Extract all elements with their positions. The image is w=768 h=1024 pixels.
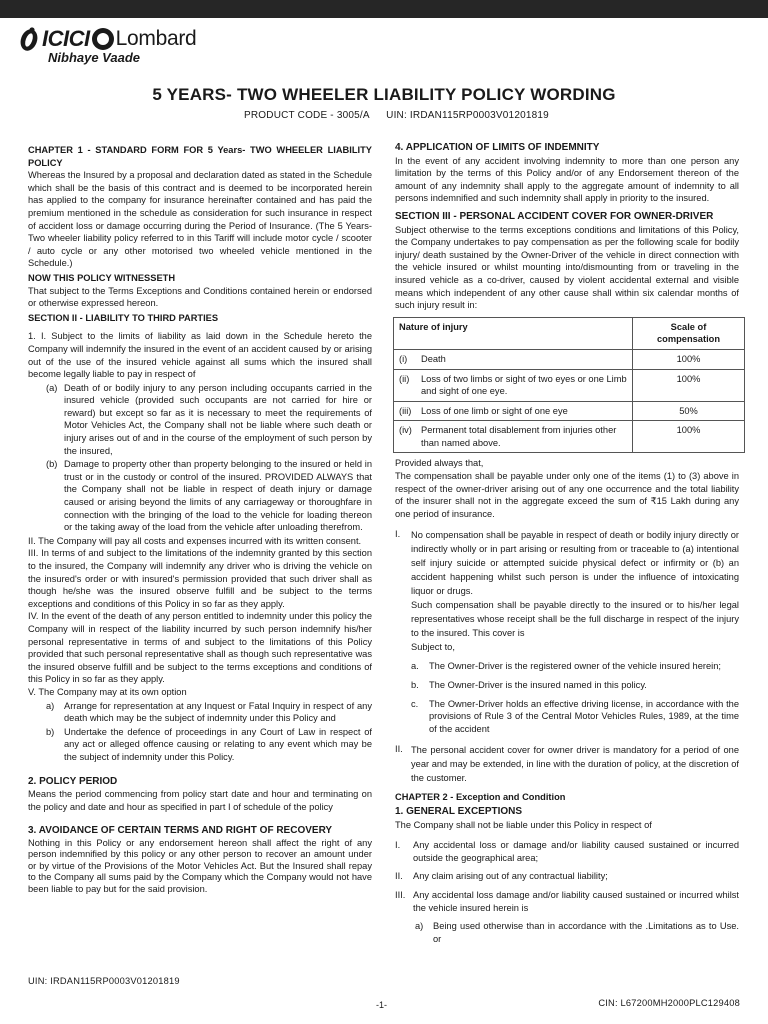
exception-iii bbox=[395, 889, 739, 914]
product-line bbox=[244, 110, 549, 121]
compensation-text: The compensation shall be payable under only one of the items (1) to (3) above in respect of the owner-driver arising out of any one occurrence and the total liability of the insurer shall not in the aggregate exceed the sum of ₹15 Lakh during any one period of insurance. bbox=[395, 471, 739, 519]
row-label: (iii) bbox=[399, 405, 412, 416]
exception-ii-label: II. bbox=[395, 871, 403, 882]
condition-a-label: a. bbox=[411, 661, 419, 672]
row-percent: 50% bbox=[633, 401, 745, 421]
condition-b-text: The Owner-Driver is the insured named in this policy. bbox=[429, 680, 647, 691]
general-exceptions-heading: 1. GENERAL EXCEPTIONS bbox=[395, 806, 523, 817]
brand-tagline: Nibhaye Vaade bbox=[48, 50, 141, 65]
clause-b-text: Damage to property other than property belonging to the insured or held in trust or in the custody or control of the insured. PROVIDED ALWAYS that the Company shall not be liable in respect of death injury or damage caused or arising beyond the limits of any carriageway or thoroughfare in connection with the bringing of the load to the vehicle for loading thereon or the taking away of the load from the vehicle after unloading therefrom. bbox=[64, 459, 372, 533]
table-row bbox=[394, 369, 745, 401]
product-uin: UIN: IRDAN115RP0003V01201819 bbox=[386, 110, 549, 121]
row-percent: 100% bbox=[633, 349, 745, 369]
exception-iii-a bbox=[395, 920, 739, 945]
chapter-1-heading: CHAPTER 1 - STANDARD FORM FOR 5 Years- TWO WHEELER LIABILITY POLICY bbox=[28, 145, 372, 168]
row-label: (iv) bbox=[399, 425, 412, 436]
exception-iii-a-label: a) bbox=[415, 921, 424, 932]
row-text: Loss of two limbs or sight of two eyes or one Limb and sight of one eye. bbox=[421, 373, 627, 397]
policy-period-heading: 2. POLICY PERIOD bbox=[28, 775, 118, 787]
clause-b-label: (b) bbox=[46, 459, 58, 470]
condition-a bbox=[395, 660, 739, 673]
clause-a bbox=[28, 382, 372, 458]
section-2-heading: SECTION II - LIABILITY TO THIRD PARTIES bbox=[28, 312, 219, 323]
clause-v-a-text: Arrange for representation at any Inquest or Fatal Inquiry in respect of any death which may be the subject of indemnity under this Policy and bbox=[64, 700, 372, 724]
right-column bbox=[395, 142, 739, 945]
lion-emblem-icon bbox=[92, 28, 114, 50]
table-row bbox=[394, 421, 745, 453]
witness-heading: NOW THIS POLICY WITNESSETH bbox=[28, 272, 176, 283]
policy-period-text: Means the period commencing from policy start date and hour and terminating on the policy and date and hour as specified in part I of schedule of the policy bbox=[28, 789, 372, 812]
clause-v-a-label: a) bbox=[46, 700, 55, 711]
exception-iii-label: III. bbox=[395, 889, 406, 900]
section-2-clause-ii: II. The Company will pay all costs and expenses incurred with its written consent. bbox=[28, 535, 362, 546]
provided-text: Provided always that, bbox=[395, 458, 484, 469]
clause-a-text: Death of or bodily injury to any person including occupants carried in the insured vehicle (provided such occupants are not carried for hire or reward) but except so far as it is necessary to meet the requirements of Motor Vehicles Act, the Company shall not be liable where such death or injury arises out of and in the course of the employment of such person by the insured, bbox=[64, 382, 372, 456]
section-3-heading: SECTION III - PERSONAL ACCIDENT COVER FOR OWNER-DRIVER bbox=[395, 210, 714, 222]
condition-b-label: b. bbox=[411, 680, 419, 691]
footer-cin: CIN: L67200MH2000PLC129408 bbox=[598, 998, 740, 1008]
proviso-i-text: No compensation shall be payable in respect of death or bodily injury directly or indirectly wholly or in part arising or resulting from or traceable to (a) intentional self injury suicide or attempted suicide physical defect or infirmity or (b) an accident happening whilst such person is under the influence of intoxicating liquor or drugs. bbox=[411, 530, 739, 597]
proviso-i-label: I. bbox=[395, 529, 401, 540]
icici-mark-icon bbox=[18, 25, 40, 53]
section-3-text: Subject otherwise to the terms exceptions conditions and limitations of this Policy, the Company undertakes to pay compensation as per the following scale for bodily injury/ death sustained by the Owner-Driver of the vehicle in direct connection with the vehicle insured or whilst mounting into/dismounting from or traveling in the insured vehicle as a co-driver, caused by violent accidental external and visible means which independent of any other cause shall within six calendar months of such injury result in: bbox=[395, 224, 739, 311]
avoidance-heading: 3. AVOIDANCE OF CERTAIN TERMS AND RIGHT OF RECOVERY bbox=[28, 825, 333, 837]
proviso-ii-text: The personal accident cover for owner driver is mandatory for a period of one year and may be extended, in line with the duration of policy, at the discretion of the customer. bbox=[411, 745, 739, 784]
row-percent: 100% bbox=[633, 369, 745, 401]
left-column bbox=[28, 142, 372, 895]
subject-to-text: Subject to, bbox=[411, 642, 455, 653]
clause-b bbox=[28, 458, 372, 534]
brand-word-icici: ICICI bbox=[42, 26, 90, 51]
chapter-2-heading: CHAPTER 2 - Exception and Condition bbox=[395, 792, 566, 803]
table-row bbox=[394, 401, 745, 421]
table-header-row bbox=[394, 317, 745, 349]
clause-a-label: (a) bbox=[46, 382, 58, 393]
page-number: -1- bbox=[376, 1000, 387, 1010]
table-header-scale: Scale of compensation bbox=[633, 317, 745, 349]
footer-uin: UIN: IRDAN115RP0003V01201819 bbox=[28, 976, 180, 986]
section-2-clause-iv: IV. In the event of the death of any person entitled to indemnity under this policy the Company will in respect of the liability incurred by such person indemnify his/her personal representative in terms of and subject to the limitations of this Policy provided that such personal representative shall as though such representative was the insured observe fulfill and be subject to the terms exceptions and conditions of this Policy in so far as they apply. bbox=[28, 611, 372, 685]
application-heading: 4. APPLICATION OF LIMITS OF INDEMNITY bbox=[395, 142, 600, 153]
table-row bbox=[394, 349, 745, 369]
clause-v-a bbox=[28, 700, 372, 725]
product-code: PRODUCT CODE - 3005/A bbox=[244, 110, 370, 121]
condition-c-label: c. bbox=[411, 698, 419, 709]
table-header-nature: Nature of injury bbox=[394, 317, 633, 349]
exception-ii-text: Any claim arising out of any contractual liability; bbox=[413, 871, 608, 882]
row-percent: 100% bbox=[633, 421, 745, 453]
exception-i-label: I. bbox=[395, 840, 401, 851]
condition-c bbox=[395, 698, 739, 736]
exception-i bbox=[395, 839, 739, 864]
section-2-clause-iii: III. In terms of and subject to the limitations of the indemnity granted by this section to the insured, the Company will indemnify any driver who is driving the vehicle on the insured's order or with insured's permission provided that such driver shall as though he/she was the insured observe fulfill and be subject to the terms exceptions and conditions of this Policy in so far as they apply. bbox=[28, 548, 372, 609]
clause-v-b bbox=[28, 726, 372, 764]
exception-i-text: Any accidental loss or damage and/or liability caused sustained or incurred outside the geographical area; bbox=[413, 840, 739, 863]
row-label: (ii) bbox=[399, 373, 410, 384]
chapter-1-text: Whereas the Insured by a proposal and declaration dated as stated in the Schedule which shall be the basis of this contract and is deemed to be incorporated herein has applied to the company for insurance hereinafter contained and has paid the premium mentioned in the schedule as consideration for such insurance in respect of accident loss or damage occurring during the Period of Insurance. (The 5 Years- Two wheeler liability policy referred to in this Tariff will include motor cycle / scooter / auto cycle or any other motorised two wheeled vehicle mentioned in the Schedule.) bbox=[28, 170, 372, 269]
row-label: (i) bbox=[399, 353, 408, 364]
section-2-clause-v: V. The Company may at its own option bbox=[28, 686, 187, 697]
general-exceptions-text: The Company shall not be liable under this Policy in respect of bbox=[395, 819, 652, 830]
compensation-table bbox=[393, 317, 745, 454]
brand-word-lombard: Lombard bbox=[115, 27, 197, 50]
top-bar bbox=[0, 0, 768, 18]
exception-iii-text: Any accidental loss damage and/or liability caused sustained or incurred whilst the vehicle insured herein is bbox=[413, 889, 739, 913]
row-text: Death bbox=[421, 353, 446, 364]
clause-v-b-label: b) bbox=[46, 726, 55, 737]
proviso-ii-label: II. bbox=[395, 744, 403, 755]
witness-text: That subject to the Terms Exceptions and Conditions contained herein or endorsed or otherwise expressed hereon. bbox=[28, 285, 372, 309]
proviso-i bbox=[395, 528, 739, 654]
condition-c-text: The Owner-Driver holds an effective driving license, in accordance with the provisions of Rule 3 of the Central Motor Vehicles Rules, 1989, at the time of the accident bbox=[429, 698, 739, 734]
condition-b bbox=[395, 679, 739, 692]
avoidance-text: Nothing in this Policy or any endorsement hereon shall affect the right of any person indemnified by this policy or any other person to recover an amount under or by virtue of the Provisions of the Motor Vehicles Act. But the Insured shall repay to the Company all sums paid by the Company which the Company would not have been liable to pay but for the said provision. bbox=[28, 837, 372, 894]
row-text: Loss of one limb or sight of one eye bbox=[421, 405, 568, 416]
brand-logo bbox=[18, 24, 228, 68]
clause-v-b-text: Undertake the defence of proceedings in any Court of Law in respect of any act or alleged offence causing or relating to any event which may be the subject of indemnity under this Policy. bbox=[64, 726, 372, 762]
proviso-i-text-2: Such compensation shall be payable directly to the insured or to his/her legal representatives whose receipt shall be the full discharge in respect of the injury to the insured. This cover is bbox=[411, 600, 739, 639]
document-title: 5 YEARS- TWO WHEELER LIABILITY POLICY WORDING bbox=[152, 85, 616, 104]
row-text: Permanent total disablement from injuries other than named above. bbox=[421, 425, 617, 448]
condition-a-text: The Owner-Driver is the registered owner of the vehicle insured herein; bbox=[429, 661, 721, 672]
exception-ii bbox=[395, 870, 739, 883]
section-2-clause-i: 1. I. Subject to the limits of liability as laid down in the Schedule hereto the Company will indemnify the insured in the event of an accident caused by or arising out of the use of the insured vehicle against all sums which the insured shall become legally liable to pay in respect of bbox=[28, 331, 372, 380]
proviso-ii bbox=[395, 743, 739, 785]
exception-iii-a-text: Being used otherwise than in accordance with the .Limitations as to Use. or bbox=[433, 921, 739, 944]
application-text: In the event of any accident involving indemnity to more than one person any limitation by the terms of this Policy and/or of any Endorsement thereon of the amount of any indemnity shall apply to the aggregate amount of indemnity to all persons indemnified and such indemnity shall apply in priority to the insured. bbox=[395, 155, 739, 204]
